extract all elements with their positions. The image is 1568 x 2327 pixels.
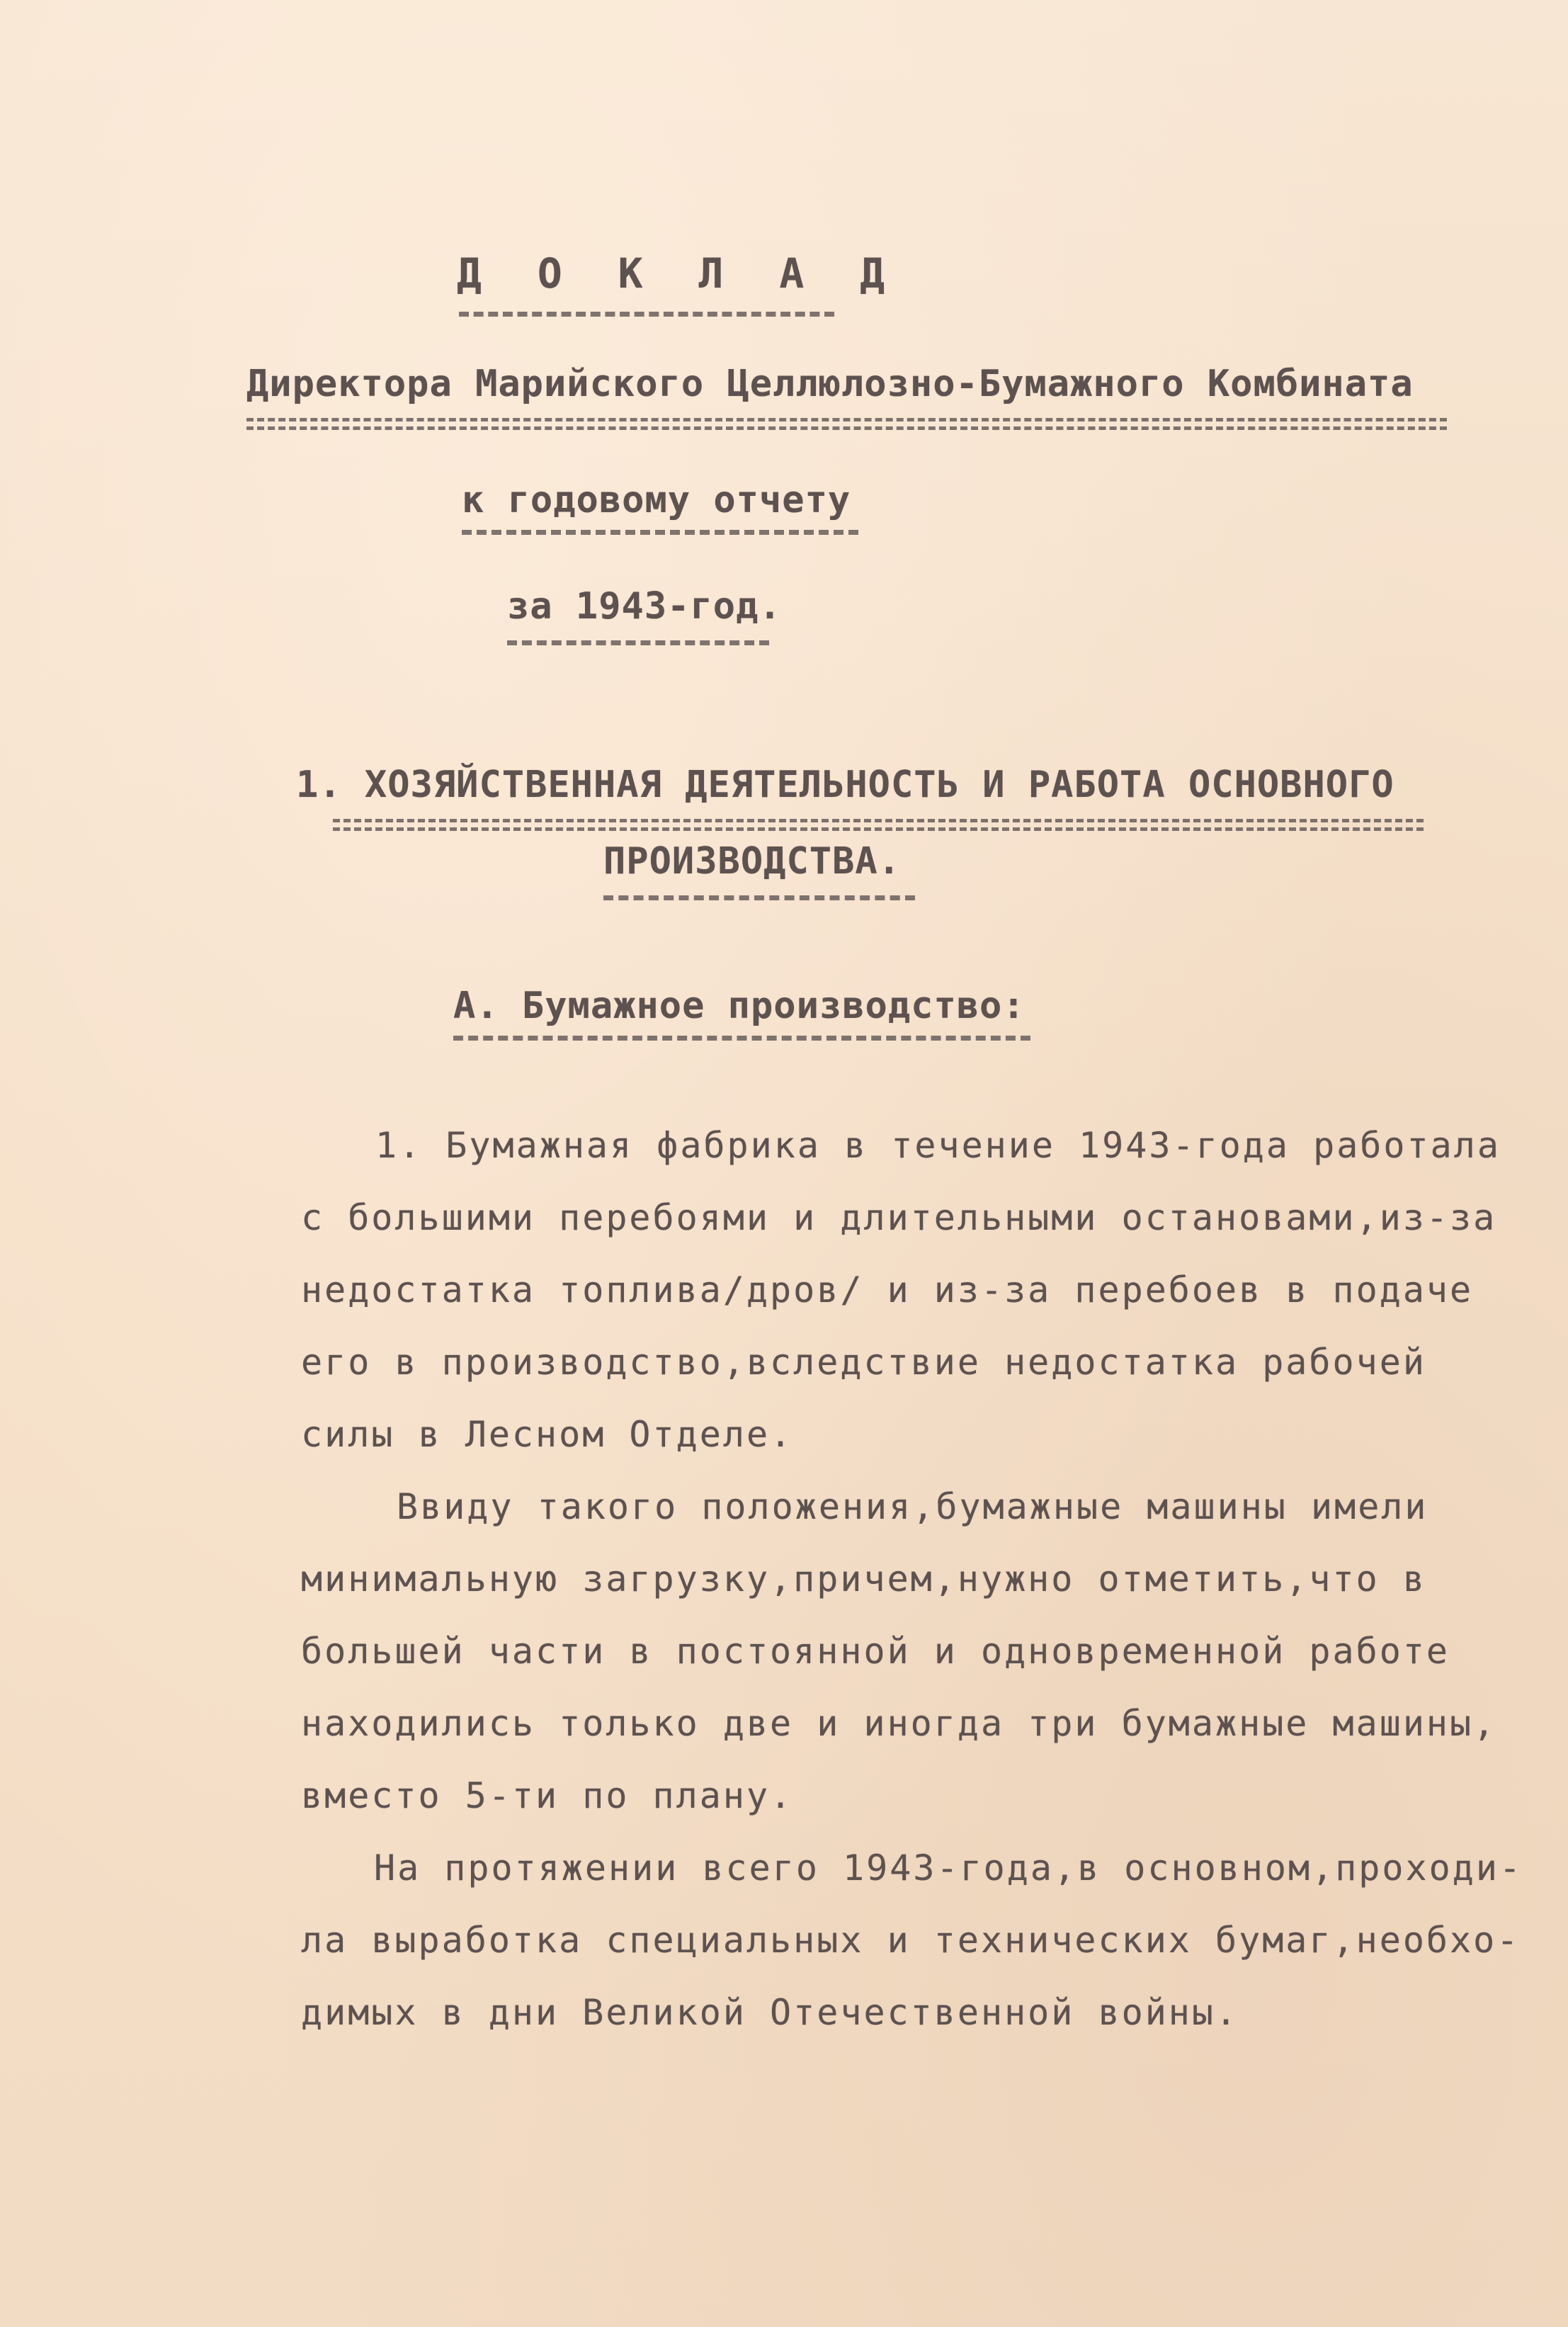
title-underline <box>459 312 834 317</box>
paragraph-2-line-3: большей части в постоянной и одновременной работе <box>301 1631 1450 1672</box>
paragraph-3-line-1: На протяжении всего 1943-года,в основном,проходи- <box>374 1847 1523 1889</box>
section-heading-continued-underline <box>603 895 915 900</box>
subtitle-director: Директора Марийского Целлюлозно-Бумажного Комбината <box>246 363 1414 405</box>
paragraph-1-line-5: силы в Лесном Отделе. <box>301 1414 794 1455</box>
paragraph-2-line-2: минимальную загрузку,причем,нужно отметить,что в <box>301 1558 1426 1600</box>
subtitle-director-underline <box>246 418 1447 421</box>
paragraph-3-line-2: ла выработка специальных и технических бумаг,необхо- <box>301 1920 1521 1961</box>
paragraph-2-line-4: находились только две и иногда три бумажные машины, <box>301 1703 1497 1744</box>
paragraph-2-line-5: вместо 5-ти по плану. <box>301 1775 794 1816</box>
subtitle-year: за 1943-год. <box>507 585 782 628</box>
section-heading: 1. ХОЗЯЙСТВЕННАЯ ДЕЯТЕЛЬНОСТЬ И РАБОТА ОСНОВНОГО <box>296 764 1394 806</box>
subtitle-director-underline-2 <box>246 426 1447 430</box>
subtitle-annual-report: к годовому отчету <box>462 479 851 521</box>
subtitle-annual-report-underline <box>462 530 858 535</box>
paragraph-1-line-2: с большими перебоями и длительными остановами,из-за <box>301 1197 1497 1238</box>
subsection-heading-underline <box>453 1036 1030 1041</box>
paragraph-1-line-4: его в производство,вследствие недостатка рабочей <box>301 1342 1426 1383</box>
section-heading-continued: ПРОИЗВОДСТВА. <box>603 840 901 883</box>
paragraph-1-line-3: недостатка топлива/дров/ и из-за перебоев в подаче <box>301 1269 1474 1310</box>
subsection-heading: А. Бумажное производство: <box>453 985 1026 1027</box>
subtitle-year-underline <box>507 640 769 645</box>
paragraph-1-line-1: 1. Бумажная фабрика в течение 1943-года работала <box>375 1125 1501 1166</box>
section-heading-underline-2 <box>333 827 1424 831</box>
paragraph-2-line-1: Ввиду такого положения,бумажные машины имели <box>397 1486 1428 1527</box>
paragraph-3-line-3: димых в дни Великой Отечественной войны. <box>301 1992 1239 2033</box>
section-heading-underline <box>333 819 1424 822</box>
document-title: Д О К Л А Д <box>457 249 901 298</box>
